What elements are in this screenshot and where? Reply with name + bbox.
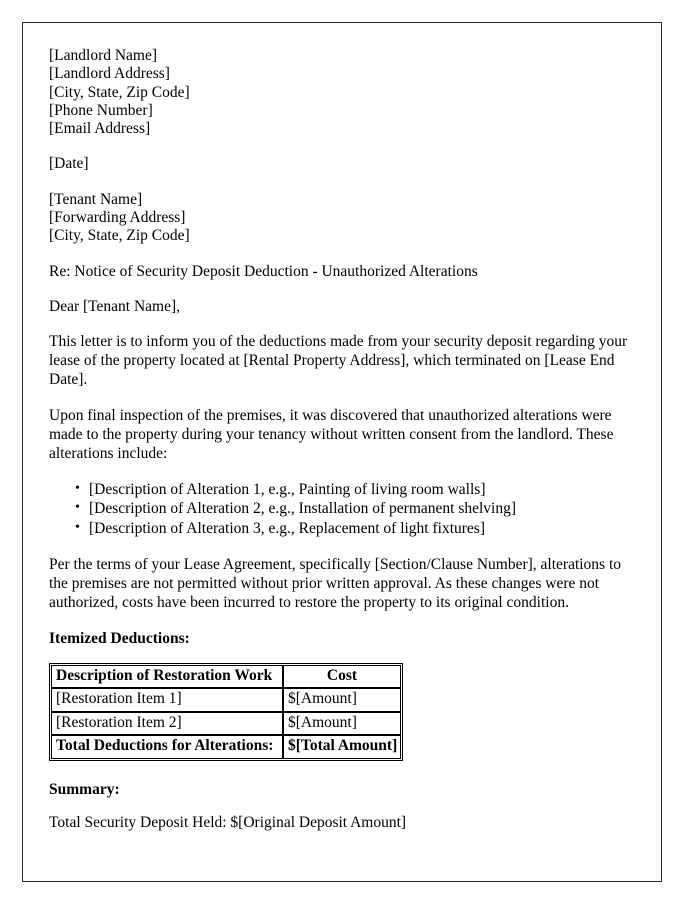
summary-heading: Summary:: [49, 780, 120, 798]
restoration-item-description: [Restoration Item 2]: [51, 712, 283, 736]
summary-total-deposit-held: Total Security Deposit Held: $[Original Deposit Amount]: [49, 813, 407, 831]
landlord-address: [Landlord Address]: [49, 65, 170, 83]
paragraph-deduction-notice: This letter is to inform you of the deductions made from your security deposit regarding your lease of the property located at [Rental Property Address], which terminated on [Lease End Date].: [49, 333, 628, 388]
list-item: • [Description of Alteration 1, e.g., Painting of living room walls]: [89, 481, 639, 500]
landlord-city-state-zip: [City, State, Zip Code]: [49, 83, 190, 101]
paragraph-lease-terms: Per the terms of your Lease Agreement, specifically [Section/Clause Number], alterations to the premises are not permitted without prior written approval. As these changes were not authorized, costs have been incurred to restore the property to its original condition.: [49, 556, 622, 612]
table-total-row: [51, 735, 401, 759]
table-row: [51, 688, 401, 712]
table-row: [51, 712, 401, 736]
subject-line: Re: Notice of Security Deposit Deduction - Unauthorized Alterations: [49, 262, 478, 280]
total-deductions-amount: $[Total Amount]: [283, 735, 401, 759]
itemized-deductions-heading: Itemized Deductions:: [49, 629, 190, 647]
column-header-cost: Cost: [283, 665, 401, 689]
column-header-description: Description of Restoration Work: [51, 665, 283, 689]
list-item: • [Description of Alteration 3, e.g., Replacement of light fixtures]: [89, 520, 639, 539]
letter-date: [Date]: [49, 155, 89, 173]
landlord-address-block: [49, 47, 639, 138]
alterations-list: [49, 481, 639, 540]
landlord-phone: [Phone Number]: [49, 101, 153, 119]
tenant-address-block: [49, 191, 639, 246]
landlord-email: [Email Address]: [49, 120, 151, 138]
list-item: • [Description of Alteration 2, e.g., Installation of permanent shelving]: [89, 500, 639, 519]
letter-body: [49, 47, 639, 832]
landlord-name: [Landlord Name]: [49, 47, 158, 64]
restoration-item-description: [Restoration Item 1]: [51, 688, 283, 712]
itemized-deductions-table: [49, 663, 403, 761]
total-deductions-label: Total Deductions for Alterations:: [51, 735, 283, 759]
tenant-forwarding-address: [Forwarding Address]: [49, 208, 186, 226]
document-page: [22, 22, 662, 882]
paragraph-inspection-findings: Upon final inspection of the premises, it was discovered that unauthorized alterations were made to the property during your tenancy without written consent from the landlord. These alterations include:: [49, 406, 614, 462]
tenant-city-state-zip: [City, State, Zip Code]: [49, 227, 190, 245]
table-header-row: [51, 665, 401, 689]
restoration-item-cost: $[Amount]: [283, 688, 401, 712]
salutation: Dear [Tenant Name],: [49, 297, 181, 315]
tenant-name: [Tenant Name]: [49, 190, 143, 208]
restoration-item-cost: $[Amount]: [283, 712, 401, 736]
